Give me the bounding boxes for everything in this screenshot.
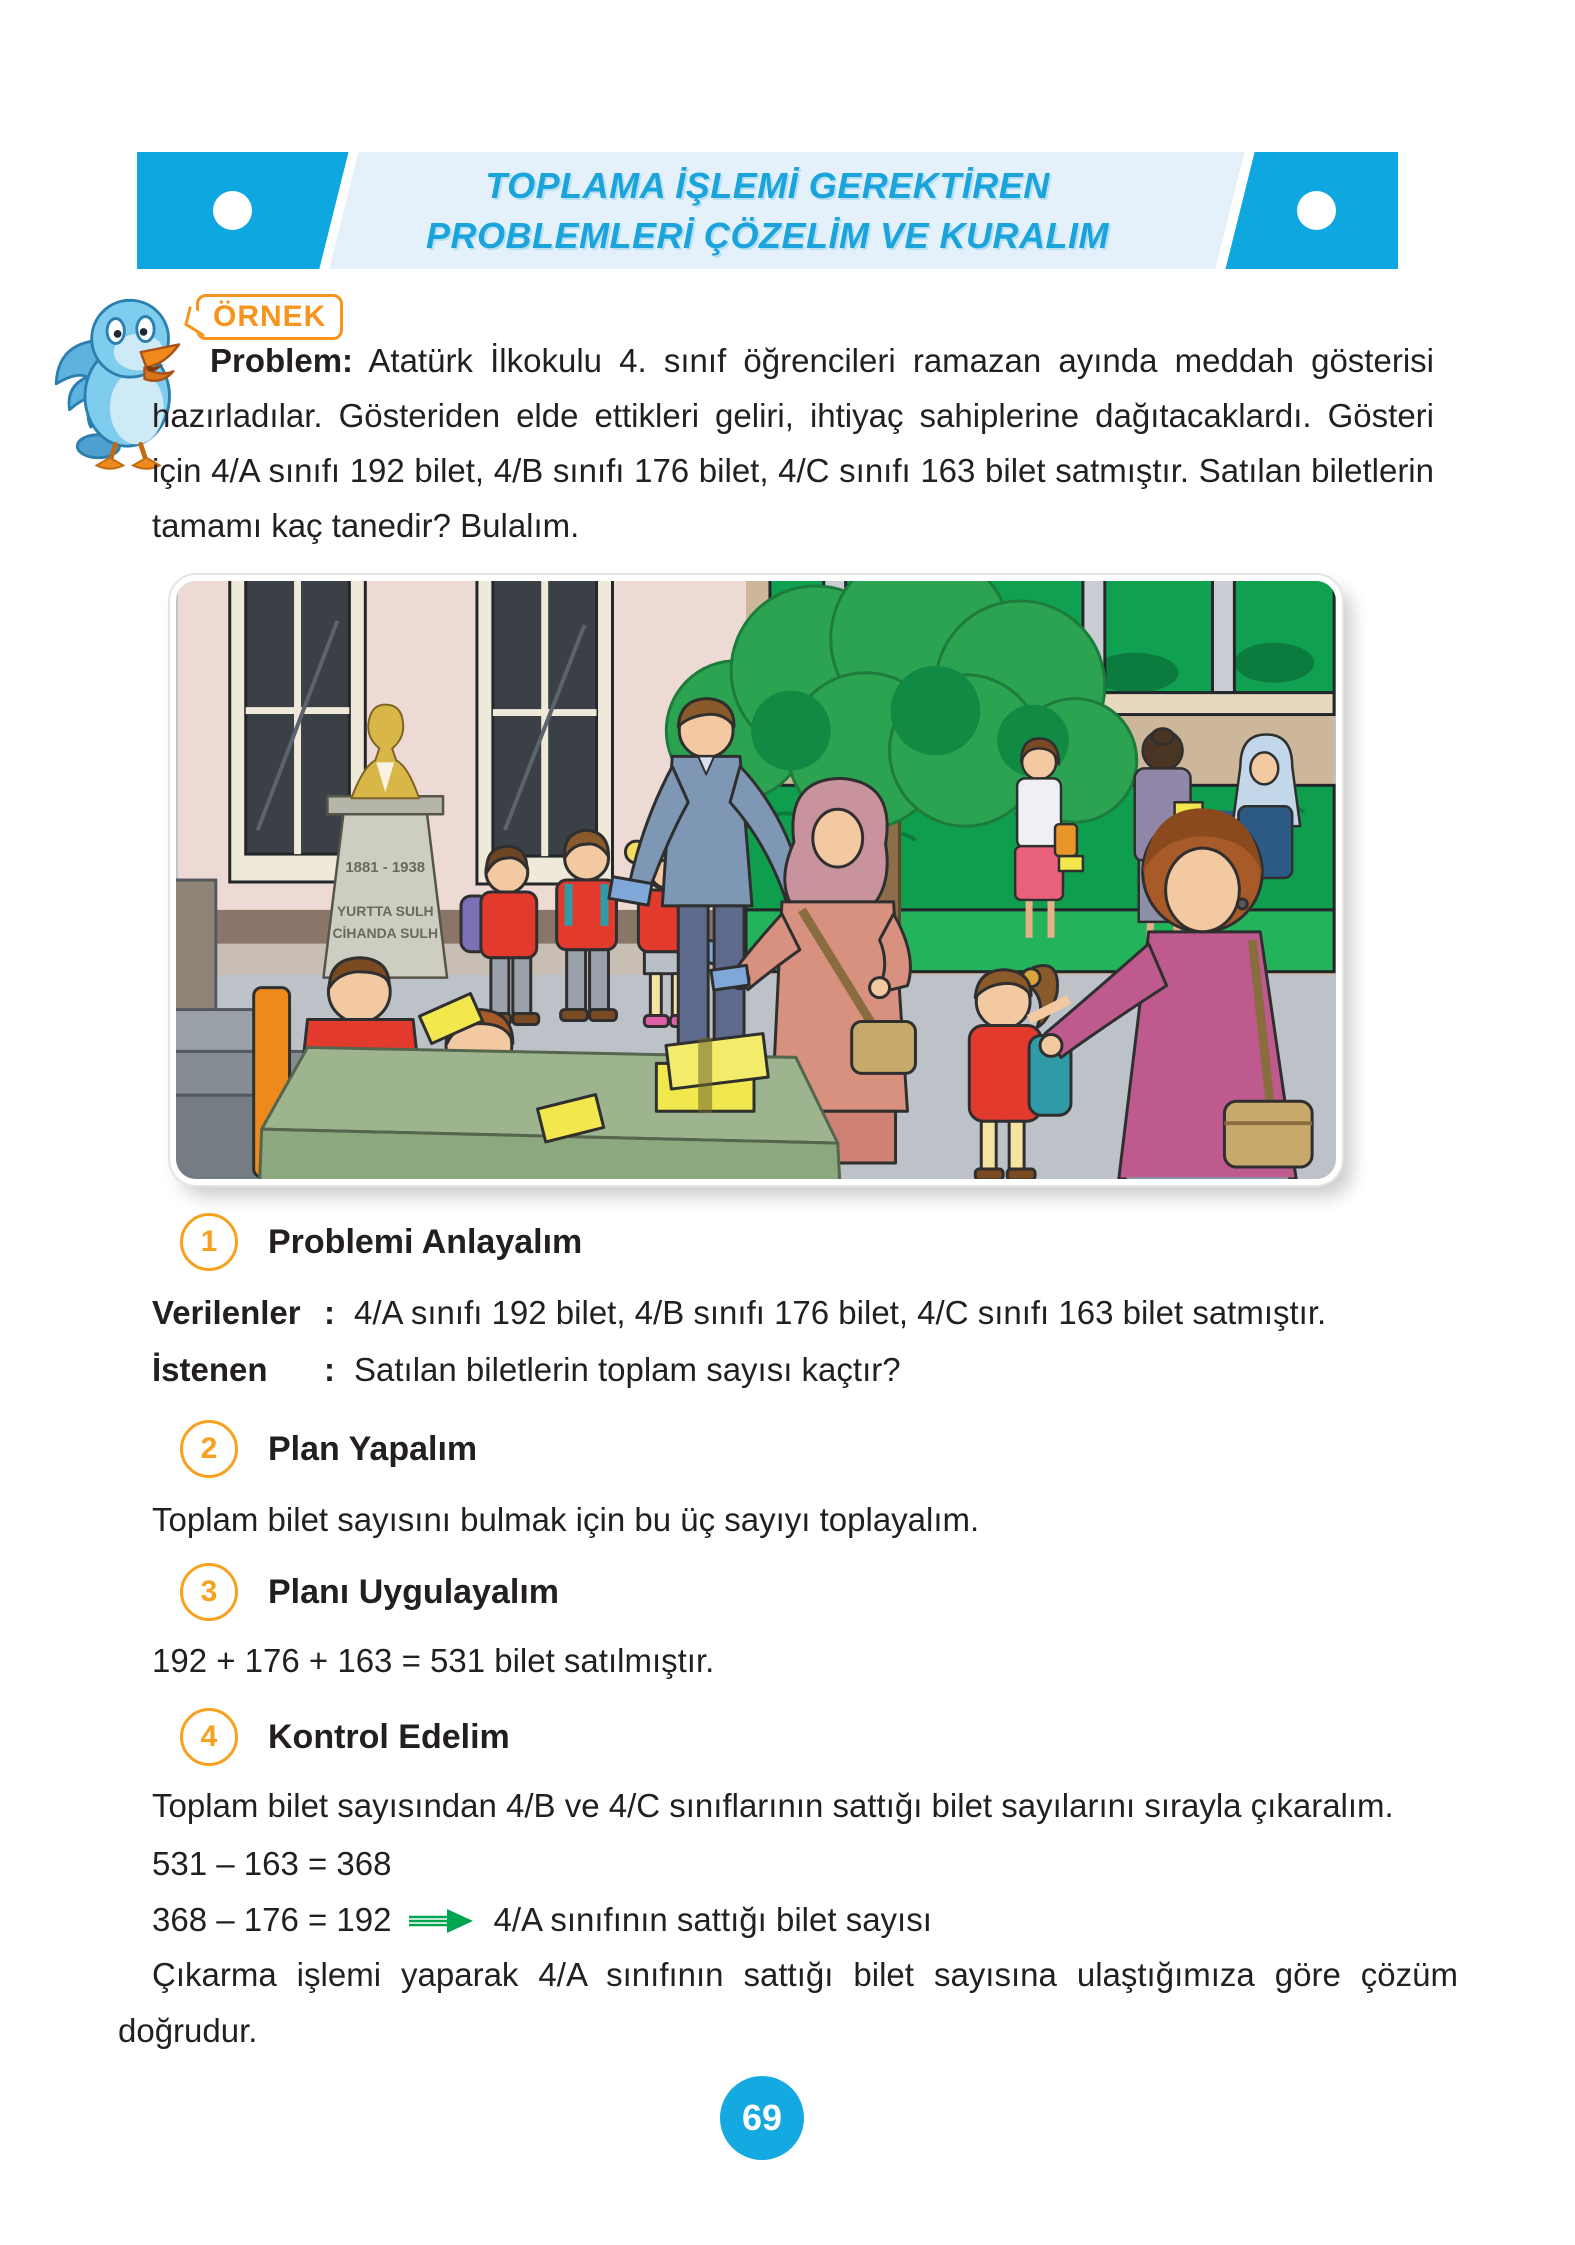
- given-label: Verilenler: [152, 1294, 301, 1331]
- header-banner: [137, 152, 1398, 269]
- wanted-colon: :: [324, 1351, 335, 1388]
- section-1-number-badge: 1: [180, 1213, 238, 1271]
- section-2-heading: [180, 1420, 477, 1478]
- page-title-line2: PROBLEMLERİ ÇÖZELİM VE KURALIM: [426, 214, 1109, 256]
- monument-dates: 1881 - 1938: [345, 859, 426, 877]
- student-boy-2: [557, 830, 617, 1020]
- given-text: 4/A sınıfı 192 bilet, 4/B sınıfı 176 bilet, 4/C sınıfı 163 bilet satmıştır.: [354, 1294, 1327, 1331]
- section-4-title: Kontrol Edelim: [268, 1717, 510, 1756]
- wanted-text: Satılan biletlerin toplam sayısı kaçtır?: [354, 1351, 901, 1388]
- page-title: [137, 152, 1398, 269]
- ornek-label: ÖRNEK: [213, 300, 327, 333]
- monument-motto-line1: YURTTA SULH: [336, 902, 434, 919]
- check-equation-1: 531 – 163 = 368: [152, 1845, 392, 1882]
- wanted-row: [152, 1342, 1442, 1397]
- conclusion-paragraph: Çıkarma işlemi yaparak 4/A sınıfının sattığı bilet sayısına ulaştığımıza göre çözüm doğrudur.: [118, 1956, 1458, 2049]
- section-2-title: Plan Yapalım: [268, 1429, 478, 1468]
- check-text: Toplam bilet sayısından 4/B ve 4/C sınıflarının sattığı bilet sayılarını sırayla çıkaralım.: [152, 1787, 1394, 1824]
- section-3-title: Planı Uygulayalım: [268, 1572, 559, 1611]
- section-3-heading: [180, 1563, 559, 1621]
- page-number: 69: [741, 2097, 783, 2138]
- problem-text: Atatürk İlkokulu 4. sınıf öğrencileri ramazan ayında meddah gösterisi hazırladılar. Gösteriden elde ettikleri geliri, ihtiyaç sahiplerine dağıtacaklardı. Gösteri için 4/A sınıfı 192 bilet, 4/B sınıfı 176 bilet, 4/C sınıfı 163 bilet satmıştır. Satılan biletlerin tamamı kaç tanedir? Bulalım.: [152, 342, 1434, 544]
- section-1-title: Problemi Anlayalım: [268, 1222, 583, 1261]
- arrow-note: 4/A sınıfının sattığı bilet sayısı: [493, 1901, 932, 1938]
- ticket-stacks: [656, 1034, 768, 1114]
- section-2-number-badge: 2: [180, 1420, 238, 1478]
- problem-paragraph: [152, 333, 1434, 553]
- given-colon: :: [324, 1294, 335, 1331]
- page-title-line1: TOPLAMA İŞLEMİ GEREKTİREN: [485, 164, 1050, 206]
- section-4-heading: [180, 1708, 510, 1766]
- check-equation-2-row: [152, 1892, 932, 1947]
- wanted-label: İstenen: [152, 1351, 268, 1388]
- page-number-badge: [720, 2076, 804, 2160]
- courtyard-scene-illustration: [176, 581, 1336, 1179]
- solution-equation: 192 + 176 + 163 = 531 bilet satılmıştır.: [152, 1642, 715, 1679]
- check-equation-2: 368 – 176 = 192: [152, 1901, 392, 1938]
- section-4-number-badge: 4: [180, 1708, 238, 1766]
- section-1-heading: [180, 1213, 582, 1271]
- illustration-frame: [170, 575, 1342, 1185]
- monument-motto-line2: CİHANDA SULH: [332, 924, 439, 941]
- green-arrow-icon: [407, 1905, 477, 1935]
- problem-label: Problem:: [210, 342, 354, 379]
- section-3-number-badge: 3: [180, 1563, 238, 1621]
- plan-text: Toplam bilet sayısını bulmak için bu üç sayıyı toplayalım.: [152, 1501, 980, 1538]
- given-row: [152, 1285, 1442, 1340]
